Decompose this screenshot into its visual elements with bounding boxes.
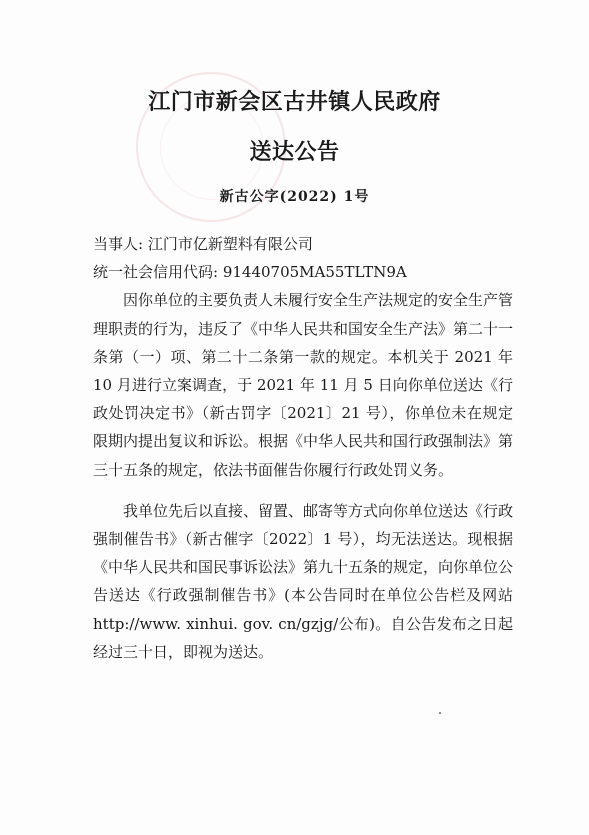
issuer-title: 江门市新会区古井镇人民政府 — [148, 89, 441, 115]
document-number: 新古公字(2022) 1号 — [219, 189, 370, 205]
credit-code-line — [93, 258, 513, 286]
body-paragraph-1: 因你单位的主要负责人未履行安全生产法规定的安全生产管理职责的行为，违反了《中华人民共和国安全生产法》第二十一条第（一）项、第二十二条第一款的规定。本机关于 2021 年 10 月进行立案调查，于 2021 年 11 月 5 日向你单位送达《行政处罚决定书》（新古罚字〔2021〕21 号），你单位未在规定限期内提出复议和诉讼。根据《中华人民共和国行政强制法》第三十五条的规定，依法书面催告你履行行政处罚义务。 — [93, 291, 514, 479]
party-value: 江门市亿新塑料有限公司 — [147, 235, 313, 253]
document-body — [93, 230, 513, 666]
body-paragraph-2: 我单位先后以直接、留置、邮寄等方式向你单位送达《行政强制催告书》（新古催字〔2022〕1 号），均无法送达。现根据《中华人民共和国民事诉讼法》第九十五条的规定，向你单位公告送达《行政强制催告书》(本公告同时在单位公告栏及网站 http://www. xinhui. gov. cn/gzjg/公布)。自公告发布之日起经过三十日，即视为送达。 — [93, 501, 514, 661]
party-line — [93, 230, 513, 258]
scan-dot — [439, 712, 441, 714]
credit-code-value: 91440705MA55TLTN9A — [222, 263, 407, 282]
credit-code-label: 统一社会信用代码: — [93, 263, 223, 282]
announcement-title: 送达公告 — [249, 139, 340, 165]
party-label: 当事人: — [93, 235, 148, 253]
